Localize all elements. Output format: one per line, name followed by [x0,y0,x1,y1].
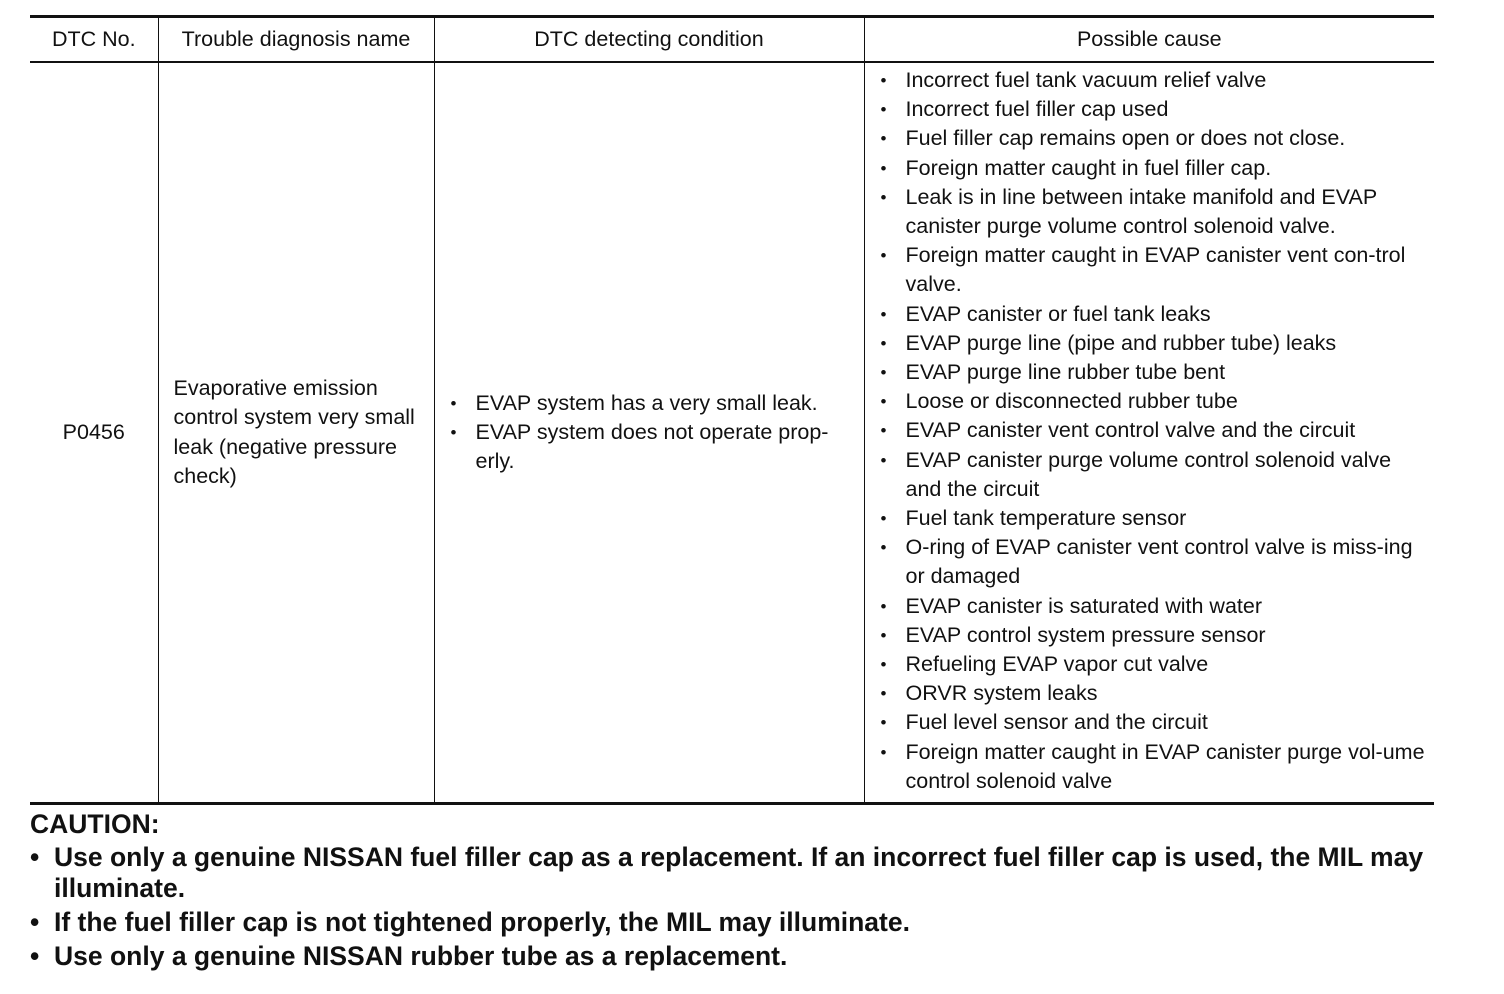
cause-list-item: • O-ring of EVAP canister vent control valve is miss-ing or damaged [867,533,1429,591]
dtc-table [30,15,1434,805]
table-header-row [30,17,1434,63]
cause-list-item: • Fuel level sensor and the circuit [867,708,1429,737]
cause-list-item: • Leak is in line between intake manifold and EVAP canister purge volume control solenoid valve. [867,183,1429,241]
dtc-table-container [30,15,1434,805]
cause-list-item: • Foreign matter caught in fuel filler cap. [867,154,1429,183]
cause-list-item: • Fuel filler cap remains open or does not close. [867,124,1429,153]
table-row [30,62,1434,804]
cause-list-item: • Loose or disconnected rubber tube [867,387,1429,416]
cause-list-item: • Foreign matter caught in EVAP canister vent con-trol valve. [867,241,1429,299]
cause-list-item: • EVAP canister vent control valve and the circuit [867,416,1429,445]
condition-list [437,389,860,477]
caution-block [30,808,1470,975]
caution-list-item: • Use only a genuine NISSAN rubber tube as a replacement. [30,941,1470,972]
trouble-diagnosis-name-cell: Evaporative emission control system very small leak (negative pressure check) [158,62,434,804]
cause-list-item: • ORVR system leaks [867,679,1429,708]
caution-list-item: • If the fuel filler cap is not tightened properly, the MIL may illuminate. [30,907,1470,938]
caution-title: CAUTION: [30,809,160,839]
caution-list-item: • Use only a genuine NISSAN fuel filler cap as a replacement. If an incorrect fuel filler cap is used, the MIL may illuminate. [30,842,1470,904]
cause-list-item: • EVAP canister is saturated with water [867,592,1429,621]
dtc-code-cell: P0456 [62,419,125,444]
caution-list [30,842,1470,972]
cause-list-item: • Fuel tank temperature sensor [867,504,1429,533]
condition-list-item: • EVAP system does not operate prop-erly. [437,418,860,476]
cause-list-item: • Incorrect fuel tank vacuum relief valve [867,66,1429,95]
possible-cause-cell [864,62,1434,804]
cause-list-item: • EVAP purge line rubber tube bent [867,358,1429,387]
cause-list-item: • Foreign matter caught in EVAP canister purge vol-ume control solenoid valve [867,738,1429,796]
condition-list-item: • EVAP system has a very small leak. [437,389,860,418]
cause-list-item: • EVAP purge line (pipe and rubber tube) leaks [867,329,1429,358]
header-dtc-no: DTC No. [30,17,158,63]
cause-list [867,66,1429,796]
cause-list-item: • EVAP canister or fuel tank leaks [867,300,1429,329]
detecting-condition-cell [434,62,864,804]
header-trouble-diagnosis-name: Trouble diagnosis name [158,17,434,63]
cause-list-item: • Incorrect fuel filler cap used [867,95,1429,124]
header-possible-cause: Possible cause [864,17,1434,63]
cause-list-item: • EVAP control system pressure sensor [867,621,1429,650]
cause-list-item: • Refueling EVAP vapor cut valve [867,650,1429,679]
cause-list-item: • EVAP canister purge volume control solenoid valve and the circuit [867,446,1429,504]
header-detecting-condition: DTC detecting condition [434,17,864,63]
